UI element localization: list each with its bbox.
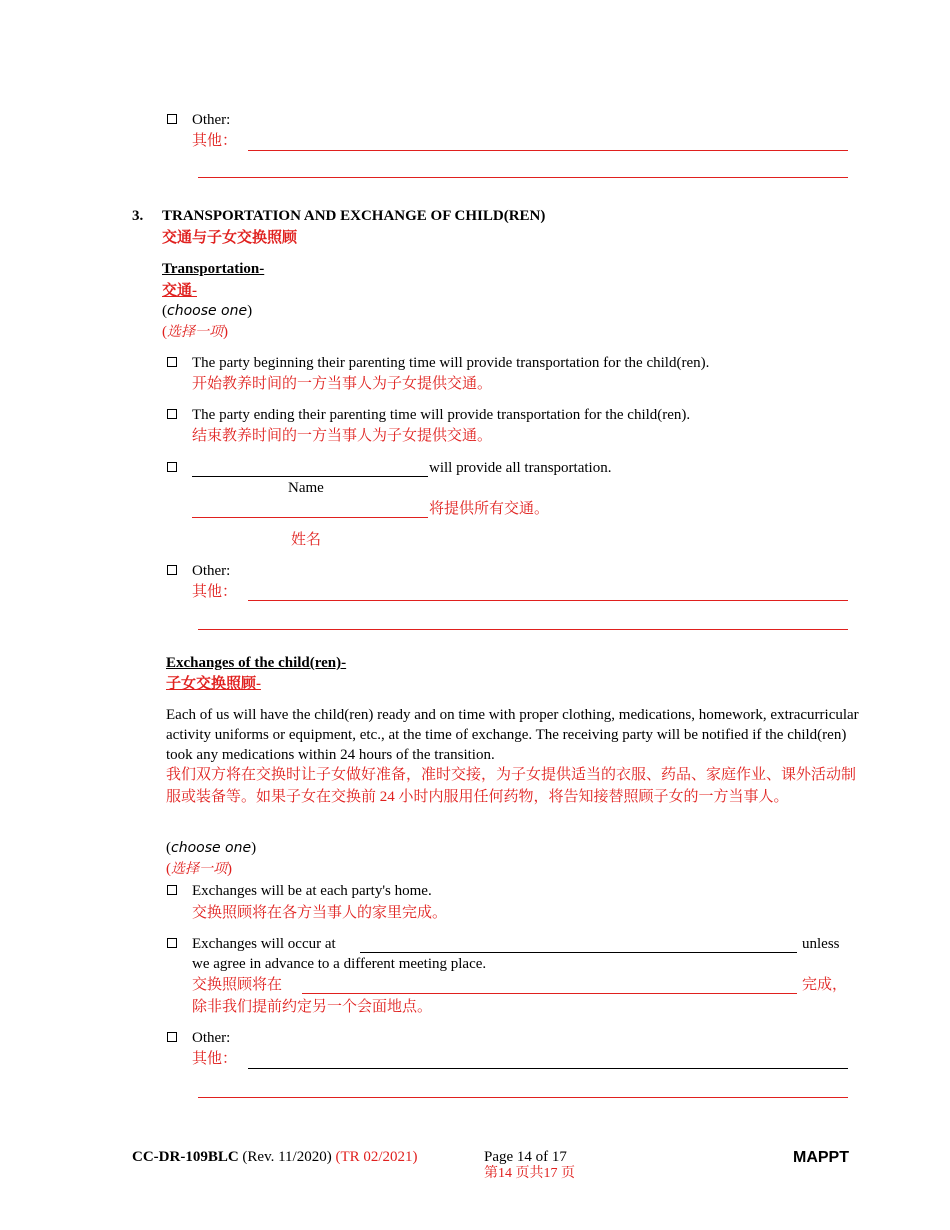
transport-name-field[interactable] bbox=[192, 476, 428, 477]
exchanges-paragraph-zh: 我们双方将在交换时让子女做好准备，准时交接，为子女提供适当的衣服、药品、家庭作业、课外活动制服或装备等。如果子女在交换前 24 小时内服用任何药物，将告知接替照顾子女的一方当事人。 bbox=[166, 767, 857, 805]
exchange-other-label: Other: bbox=[192, 1030, 231, 1046]
exchange-home-checkbox[interactable] bbox=[167, 885, 177, 895]
transportation-heading-zh: 交通- bbox=[162, 283, 197, 299]
footer-form-id bbox=[132, 1148, 418, 1166]
transport-option-ending-label-zh: 结束教养时间的一方当事人为子女提供交通。 bbox=[192, 428, 493, 444]
transport-option-name-checkbox[interactable] bbox=[167, 462, 177, 472]
transport-option-beginning-label-zh: 开始教养时间的一方当事人为子女提供交通。 bbox=[192, 376, 493, 392]
transport-other-label-zh: 其他： bbox=[192, 584, 238, 600]
exchange-other-checkbox[interactable] bbox=[167, 1032, 177, 1042]
exchange-location-field[interactable] bbox=[360, 952, 797, 953]
exchanges-choose: (choose one) bbox=[166, 840, 257, 856]
transportation-choose-zh: (选择一项) bbox=[162, 324, 228, 340]
exchange-home-label: Exchanges will be at each party's home. bbox=[192, 883, 432, 899]
top-other-line-2[interactable] bbox=[198, 177, 848, 178]
top-other-line-1[interactable] bbox=[248, 150, 848, 151]
transport-name-suffix: will provide all transportation. bbox=[429, 460, 612, 476]
exchange-home-label-zh: 交换照顾将在各方当事人的家里完成。 bbox=[192, 905, 448, 921]
transport-name-field-zh[interactable] bbox=[192, 517, 428, 518]
transportation-heading: Transportation- bbox=[162, 261, 265, 277]
footer-revision: (Rev. 11/2020) bbox=[242, 1149, 332, 1165]
transport-other-checkbox[interactable] bbox=[167, 565, 177, 575]
exchanges-heading: Exchanges of the child(ren)- bbox=[166, 655, 347, 671]
transport-other-line-1[interactable] bbox=[248, 600, 848, 601]
exchange-location-checkbox[interactable] bbox=[167, 938, 177, 948]
transport-option-ending-checkbox[interactable] bbox=[167, 409, 177, 419]
transport-other-line-2[interactable] bbox=[198, 629, 848, 630]
transport-name-suffix-zh: 将提供所有交通。 bbox=[429, 501, 550, 517]
transport-option-beginning-label: The party beginning their parenting time will provide transportation for the child(ren). bbox=[192, 355, 710, 371]
footer-form-number: CC-DR-109BLC bbox=[132, 1149, 239, 1165]
exchange-other-label-zh: 其他： bbox=[192, 1051, 238, 1067]
section-title-zh: 交通与子女交换照顾 bbox=[162, 230, 298, 246]
transport-option-ending-label: The party ending their parenting time will provide transportation for the child(ren). bbox=[192, 407, 691, 423]
exchange-location-line2: we agree in advance to a different meeting place. bbox=[192, 956, 487, 972]
transport-name-caption: Name bbox=[288, 480, 324, 496]
top-other-label: Other: bbox=[192, 112, 231, 128]
exchange-other-line-2[interactable] bbox=[198, 1097, 848, 1098]
exchange-location-prefix: Exchanges will occur at bbox=[192, 936, 336, 952]
section-number: 3. bbox=[132, 208, 144, 224]
transport-name-caption-zh: 姓名 bbox=[291, 532, 322, 548]
footer-page-number: Page 14 of 17 bbox=[484, 1149, 567, 1165]
exchange-location-field-zh[interactable] bbox=[302, 993, 797, 994]
exchange-location-line2-zh: 除非我们提前约定另一个会面地点。 bbox=[192, 999, 433, 1015]
exchange-location-prefix-zh: 交换照顾将在 bbox=[192, 977, 283, 993]
top-other-checkbox[interactable] bbox=[167, 114, 177, 124]
exchange-location-suffix-zh: 完成， bbox=[802, 977, 848, 993]
transportation-choose: (choose one) bbox=[162, 303, 253, 319]
top-other-label-zh: 其他： bbox=[192, 133, 238, 149]
exchange-location-unless: unless bbox=[802, 936, 840, 952]
exchanges-paragraph: Each of us will have the child(ren) ready and on time with proper clothing, medications, homework, extracurricular activity uniforms or equipment, etc., at the time of exchange. The receiving party will be notified if the child(ren) took any medications within 24 hours of the transition. bbox=[166, 707, 859, 763]
footer-mappt: MAPPT bbox=[793, 1149, 849, 1166]
exchanges-heading-zh: 子女交换照顾- bbox=[166, 676, 261, 692]
footer-page-number-zh: 第14 页共17 页 bbox=[484, 1166, 575, 1181]
transport-other-label: Other: bbox=[192, 563, 231, 579]
footer-translation-revision: (TR 02/2021) bbox=[335, 1149, 418, 1165]
exchange-other-line-1[interactable] bbox=[248, 1068, 848, 1069]
section-title: TRANSPORTATION AND EXCHANGE OF CHILD(REN) bbox=[162, 208, 546, 224]
transport-option-beginning-checkbox[interactable] bbox=[167, 357, 177, 367]
exchanges-choose-zh: (选择一项) bbox=[166, 861, 232, 877]
